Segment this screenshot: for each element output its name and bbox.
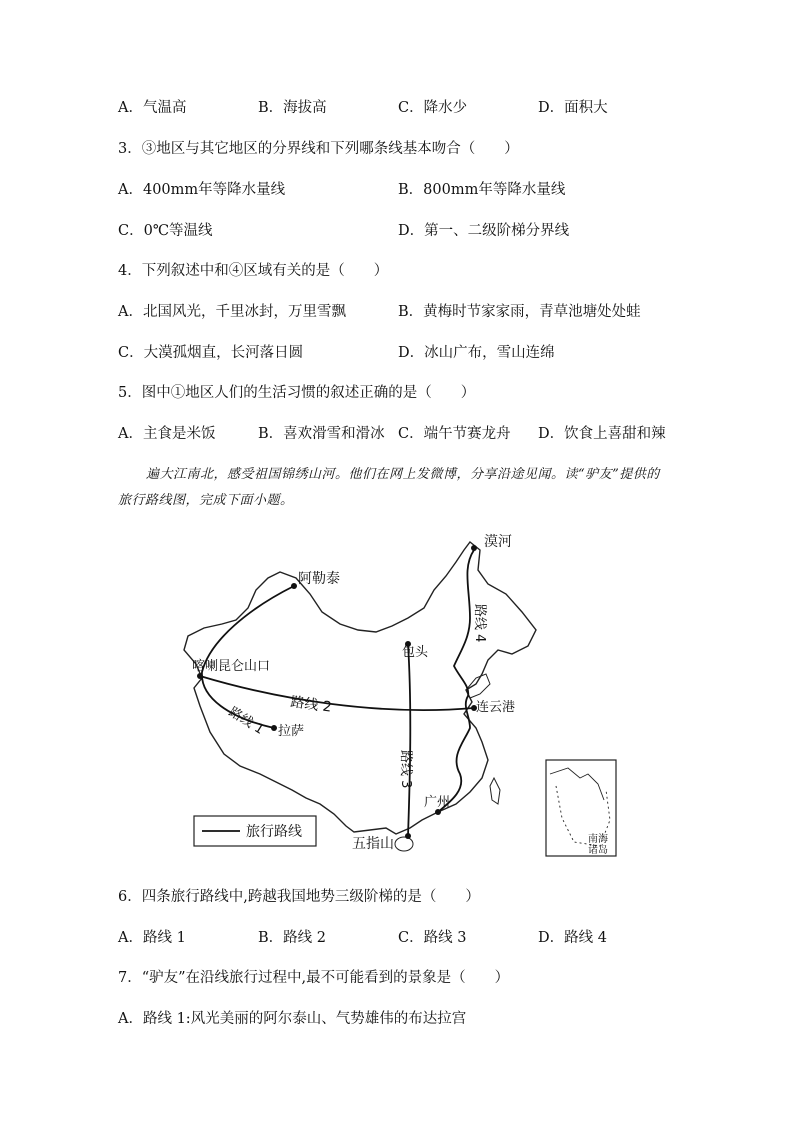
label-altay: 阿勒泰 bbox=[298, 571, 340, 587]
label-karakorum: 喀喇昆仑山口 bbox=[192, 659, 271, 674]
q4-option-d: D．冰山广布，雪山连绵 bbox=[398, 345, 555, 361]
china-outline bbox=[184, 542, 536, 834]
q6-option-d: D．路线 4 bbox=[538, 930, 607, 946]
q6-stem: 6．四条旅行路线中,跨越我国地势三级阶梯的是（ ） bbox=[118, 889, 480, 905]
q6-option-c: C．路线 3 bbox=[398, 930, 467, 946]
label-route-1: 路线 1 bbox=[225, 704, 267, 738]
route-2-line bbox=[200, 676, 474, 710]
q6-option-b: B．路线 2 bbox=[258, 930, 326, 946]
q4-option-b: B．黄梅时节家家雨，青草池塘处处蛙 bbox=[398, 304, 641, 320]
q5-option-d: D．饮食上喜甜和辣 bbox=[538, 426, 666, 442]
q3-stem: 3．③地区与其它地区的分界线和下列哪条线基本吻合（ ） bbox=[118, 141, 519, 157]
legend-label: 旅行路线 bbox=[246, 824, 302, 840]
q2-option-b: B．海拔高 bbox=[258, 100, 327, 116]
q4-option-a: A．北国风光，千里冰封，万里雪飘 bbox=[118, 304, 346, 320]
route-4-line bbox=[438, 550, 474, 812]
q4-option-c: C．大漠孤烟直，长河落日圆 bbox=[118, 345, 304, 361]
q2-option-c: C．降水少 bbox=[398, 100, 468, 116]
label-lianyungang: 连云港 bbox=[476, 700, 516, 715]
label-route-2: 路线 2 bbox=[289, 694, 333, 716]
q3-option-d: D．第一、二级阶梯分界线 bbox=[398, 223, 570, 239]
label-wuzhishan: 五指山 bbox=[352, 836, 394, 852]
q2-option-a: A．气温高 bbox=[118, 100, 187, 116]
city-dot-wuzhishan bbox=[405, 833, 411, 839]
route-3-line bbox=[408, 644, 410, 836]
intro-line-1: 遍大江南北，感受祖国锦绣山河。他们在网上发微博，分享沿途见闻。读“驴友”提供的 bbox=[146, 467, 660, 482]
q2-option-d: D．面积大 bbox=[538, 100, 608, 116]
label-lhasa: 拉萨 bbox=[278, 724, 305, 739]
city-dot-mohe bbox=[471, 545, 477, 551]
q3-option-a: A．400mm年等降水量线 bbox=[118, 182, 286, 198]
label-route-3: 路线 3 bbox=[398, 750, 413, 789]
q7-stem: 7．“驴友”在沿线旅行过程中,最不可能看到的景象是（ ） bbox=[118, 970, 510, 986]
q3-option-b: B．800mm年等降水量线 bbox=[398, 182, 566, 198]
inset-label-line-1: 南海 bbox=[588, 834, 608, 845]
inset-label-line-2: 诸岛 bbox=[588, 845, 608, 856]
q3-option-c: C．0℃等温线 bbox=[118, 223, 213, 239]
q4-stem: 4．下列叙述中和④区域有关的是（ ） bbox=[118, 263, 389, 279]
q5-option-a: A．主食是米饭 bbox=[118, 426, 216, 442]
label-mohe: 漠河 bbox=[484, 534, 512, 550]
label-guangzhou: 广州 bbox=[424, 795, 451, 810]
city-dot-lhasa bbox=[271, 725, 277, 731]
bohai-coast bbox=[466, 674, 490, 698]
q5-option-b: B．喜欢滑雪和滑冰 bbox=[258, 426, 385, 442]
label-baotou: 包头 bbox=[402, 645, 429, 660]
taiwan-island bbox=[490, 778, 500, 804]
hainan-island bbox=[395, 837, 413, 851]
q5-stem: 5．图中①地区人们的生活习惯的叙述正确的是（ ） bbox=[118, 385, 476, 401]
q7-option-a: A．路线 1:风光美丽的阿尔泰山、气势雄伟的布达拉宫 bbox=[118, 1011, 467, 1027]
travel-route-map bbox=[170, 528, 630, 864]
city-dot-altay bbox=[291, 583, 297, 589]
label-route-4: 路线 4 bbox=[472, 604, 487, 643]
q6-option-a: A．路线 1 bbox=[118, 930, 186, 946]
intro-line-2: 旅行路线图，完成下面小题。 bbox=[118, 493, 294, 508]
q5-option-c: C．端午节赛龙舟 bbox=[398, 426, 511, 442]
